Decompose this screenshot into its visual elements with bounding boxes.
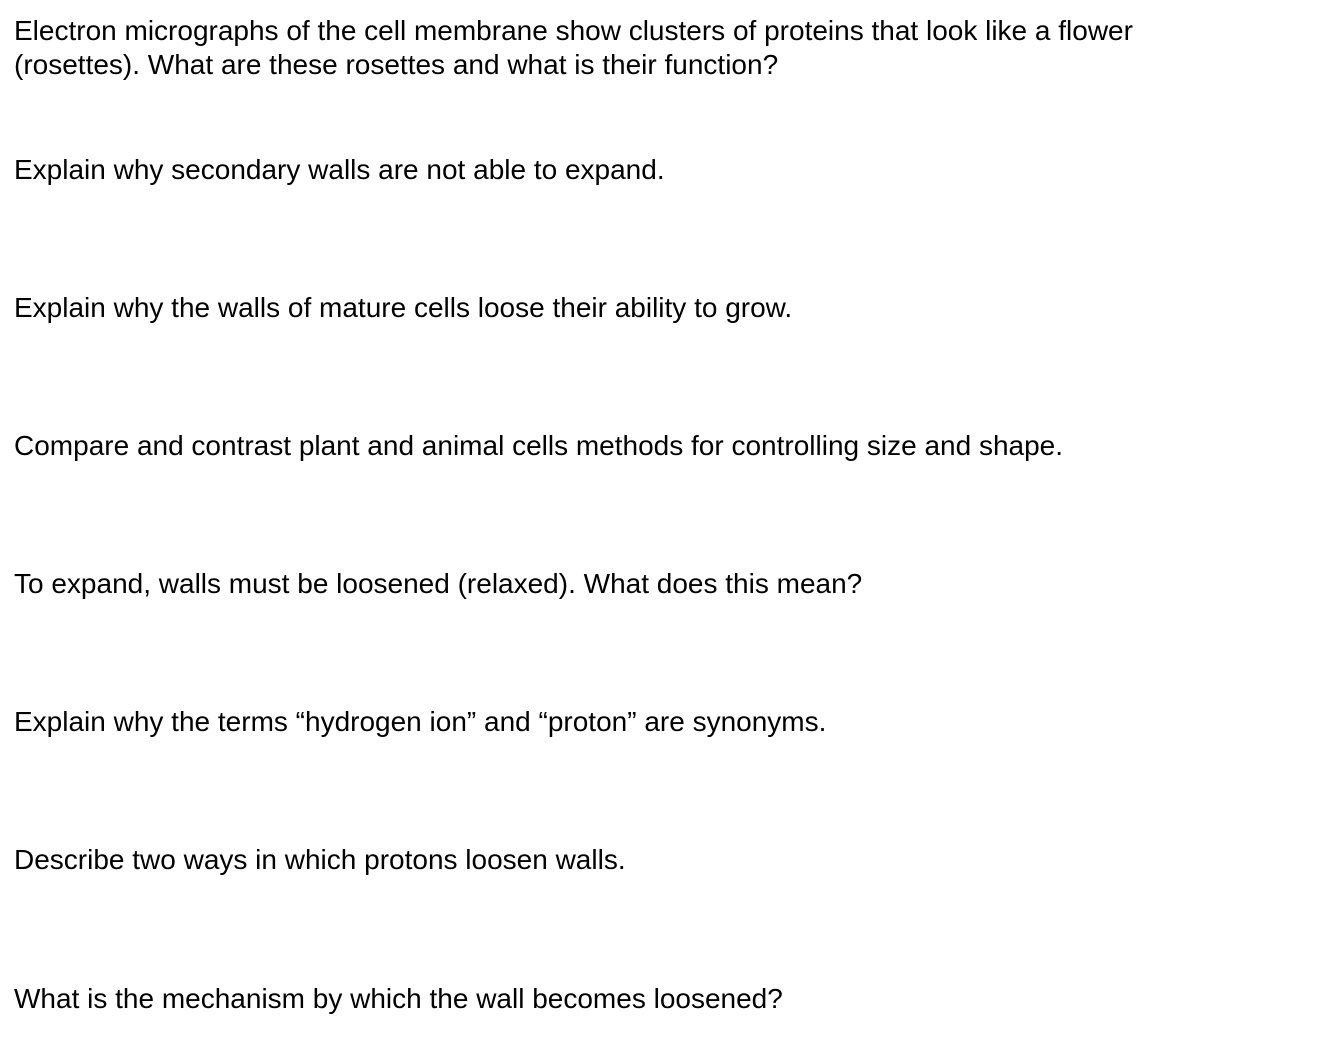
question-compare-cells: Compare and contrast plant and animal cells methods for controlling size and shape. bbox=[14, 430, 1064, 461]
question-mature-cells: Explain why the walls of mature cells loose their ability to grow. bbox=[14, 292, 793, 323]
question-loosened-walls: To expand, walls must be loosened (relaxed). What does this mean? bbox=[14, 568, 863, 599]
question-rosettes: Electron micrographs of the cell membrane show clusters of proteins that look like a flower (rosettes). What are these rosettes and what is their function? bbox=[14, 15, 1133, 80]
question-loosening-mechanism: What is the mechanism by which the wall becomes loosened? bbox=[14, 983, 783, 1014]
question-secondary-walls: Explain why secondary walls are not able to expand. bbox=[14, 154, 665, 185]
question-protons-loosen: Describe two ways in which protons loosen walls. bbox=[14, 844, 626, 875]
question-hydrogen-proton: Explain why the terms “hydrogen ion” and “proton” are synonyms. bbox=[14, 706, 827, 737]
